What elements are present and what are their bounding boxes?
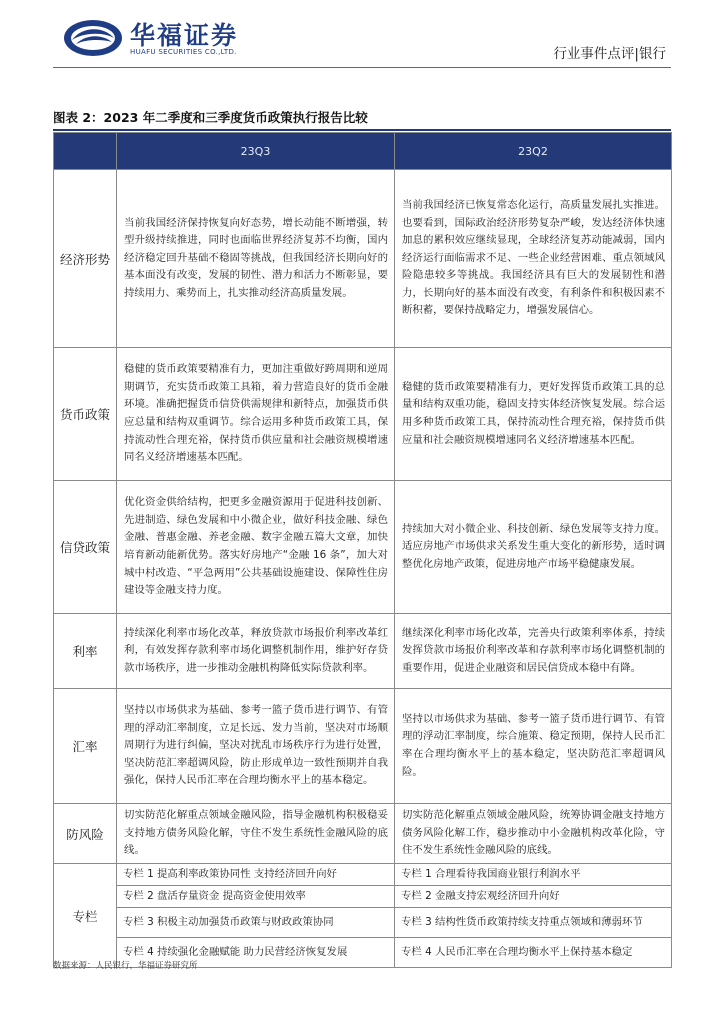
- figure-title-divider: [53, 129, 671, 131]
- huafu-logo-icon: [62, 18, 124, 58]
- table-row: [54, 614, 672, 689]
- row-label-special-column: 专栏: [54, 864, 117, 968]
- cell-23q3: 稳健的货币政策要精准有力，更加注重做好跨周期和逆周期调节，充实货币政策工具箱，着力营造良好的货币金融环境。准确把握货币信贷供需规律和新特点，加强货币供应总量和结构双重调节。综合运用多种货币政策工具，保持流动性合理充裕，保持货币供应量和社会融资规模增速同名义经济增速基本匹配。: [117, 348, 395, 481]
- cell-23q2: 坚持以市场供求为基础、参考一篮子货币进行调节、有管理的浮动汇率制度，综合施策、稳定预期，保持人民币汇率在合理均衡水平上的基本稳定，坚决防范汇率超调风险。: [395, 689, 672, 804]
- special-item-23q3: 专栏 3 积极主动加强货币政策与财政政策协同: [117, 908, 395, 938]
- table-row: [54, 804, 672, 864]
- row-label-interest-rate: 利率: [54, 614, 117, 689]
- table-row: [54, 170, 672, 348]
- figure-title: 图表 2：2023 年二季度和三季度货币政策执行报告比较: [53, 110, 368, 125]
- logo-english-name: HUAFU SECURITIES CO.,LTD.: [130, 48, 237, 56]
- header-corner-cell: [54, 133, 117, 170]
- table-row: [54, 864, 672, 886]
- cell-23q3: 持续深化利率市场化改革，释放贷款市场报价利率改革红利，有效发挥存款利率市场化调整机制作用，维护好存贷款市场秩序，进一步推动金融机构降低实际贷款利率。: [117, 614, 395, 689]
- table-row: [54, 481, 672, 614]
- cell-23q2: 继续深化利率市场化改革，完善央行政策利率体系，持续发挥贷款市场报价利率改革和存款利率市场化调整机制的重要作用，促进企业融资和居民信贷成本稳中有降。: [395, 614, 672, 689]
- special-item-23q3: 专栏 1 提高利率政策协同性 支持经济回升向好: [117, 864, 395, 886]
- row-label-monetary-policy: 货币政策: [54, 348, 117, 481]
- company-logo: [62, 14, 262, 60]
- row-label-credit-policy: 信贷政策: [54, 481, 117, 614]
- row-label-economy: 经济形势: [54, 170, 117, 348]
- data-source-note: 数据来源：人民银行，华福证券研究所: [53, 961, 198, 971]
- cell-23q2: 切实防范化解重点领域金融风险，统筹协调金融支持地方债务风险化解工作，稳步推动中小金融机构改革化险，守住不发生系统性金融风险的底线。: [395, 804, 672, 864]
- logo-chinese-name: 华福证券: [130, 21, 239, 50]
- report-type: 行业事件点评|银行: [553, 46, 666, 62]
- table-row: [54, 908, 672, 938]
- special-item-23q2: 专栏 3 结构性货币政策持续支持重点领域和薄弱环节: [395, 908, 672, 938]
- cell-23q3: 当前我国经济保持恢复向好态势，增长动能不断增强，转型升级持续推进，同时也面临世界经济复苏不均衡，国内经济稳定回升基础不稳固等挑战，但我国经济长期向好的基本面没有改变，发展的韧性、潜力和活力不断彰显，要持续用力、乘势而上，扎实推动经济高质量发展。: [117, 170, 395, 348]
- cell-23q3: 切实防范化解重点领域金融风险，指导金融机构积极稳妥支持地方债务风险化解，守住不发生系统性金融风险的底线。: [117, 804, 395, 864]
- header-divider: [53, 67, 671, 68]
- column-header-23q2: 23Q2: [395, 133, 672, 170]
- row-label-risk-prevention: 防风险: [54, 804, 117, 864]
- cell-23q2: 稳健的货币政策要精准有力，更好发挥货币政策工具的总量和结构双重功能，稳固支持实体经济恢复发展。综合运用多种货币政策工具，保持流动性合理充裕，保持货币供应量和社会融资规模增速同名义经济增速基本匹配。: [395, 348, 672, 481]
- policy-comparison-table: [53, 132, 672, 968]
- table-row: [54, 689, 672, 804]
- special-item-23q2: 专栏 4 人民币汇率在合理均衡水平上保持基本稳定: [395, 938, 672, 968]
- cell-23q2: 当前我国经济已恢复常态化运行，高质量发展扎实推进。也要看到，国际政治经济形势复杂严峻，发达经济体快速加息的累积效应继续显现，全球经济复苏动能减弱，国内经济运行面临需求不足、一些企业经营困难、重点领域风险隐患较多等挑战。我国经济具有巨大的发展韧性和潜力，长期向好的基本面没有改变，有利条件和积极因素不断积蓄，要保持战略定力，增强发展信心。: [395, 170, 672, 348]
- special-item-23q2: 专栏 2 金融支持宏观经济回升向好: [395, 886, 672, 908]
- cell-23q2: 持续加大对小微企业、科技创新、绿色发展等支持力度。适应房地产市场供求关系发生重大变化的新形势，适时调整优化房地产政策，促进房地产市场平稳健康发展。: [395, 481, 672, 614]
- special-item-23q3: 专栏 4 持续强化金融赋能 助力民营经济恢复发展: [117, 938, 395, 968]
- cell-23q3: 坚持以市场供求为基础、参考一篮子货币进行调节、有管理的浮动汇率制度，立足长远、发力当前，坚决对市场顺周期行为进行纠偏，坚决对扰乱市场秩序行为进行处置，坚决防范汇率超调风险，防止形成单边一致性预期并自我强化，保持人民币汇率在合理均衡水平上的基本稳定。: [117, 689, 395, 804]
- table-row: [54, 348, 672, 481]
- column-header-23q3: 23Q3: [117, 133, 395, 170]
- table-row: [54, 886, 672, 908]
- row-label-exchange-rate: 汇率: [54, 689, 117, 804]
- special-item-23q3: 专栏 2 盘活存量资金 提高资金使用效率: [117, 886, 395, 908]
- cell-23q3: 优化资金供给结构，把更多金融资源用于促进科技创新、先进制造、绿色发展和中小微企业，做好科技金融、绿色金融、普惠金融、养老金融、数字金融五篇大文章，加快培育新动能新优势。落实好房地产“金融 16 条”，加大对城中村改造、“平急两用”公共基础设施建设、保障性住房建设等金融支持力度。: [117, 481, 395, 614]
- special-item-23q2: 专栏 1 合理看待我国商业银行利润水平: [395, 864, 672, 886]
